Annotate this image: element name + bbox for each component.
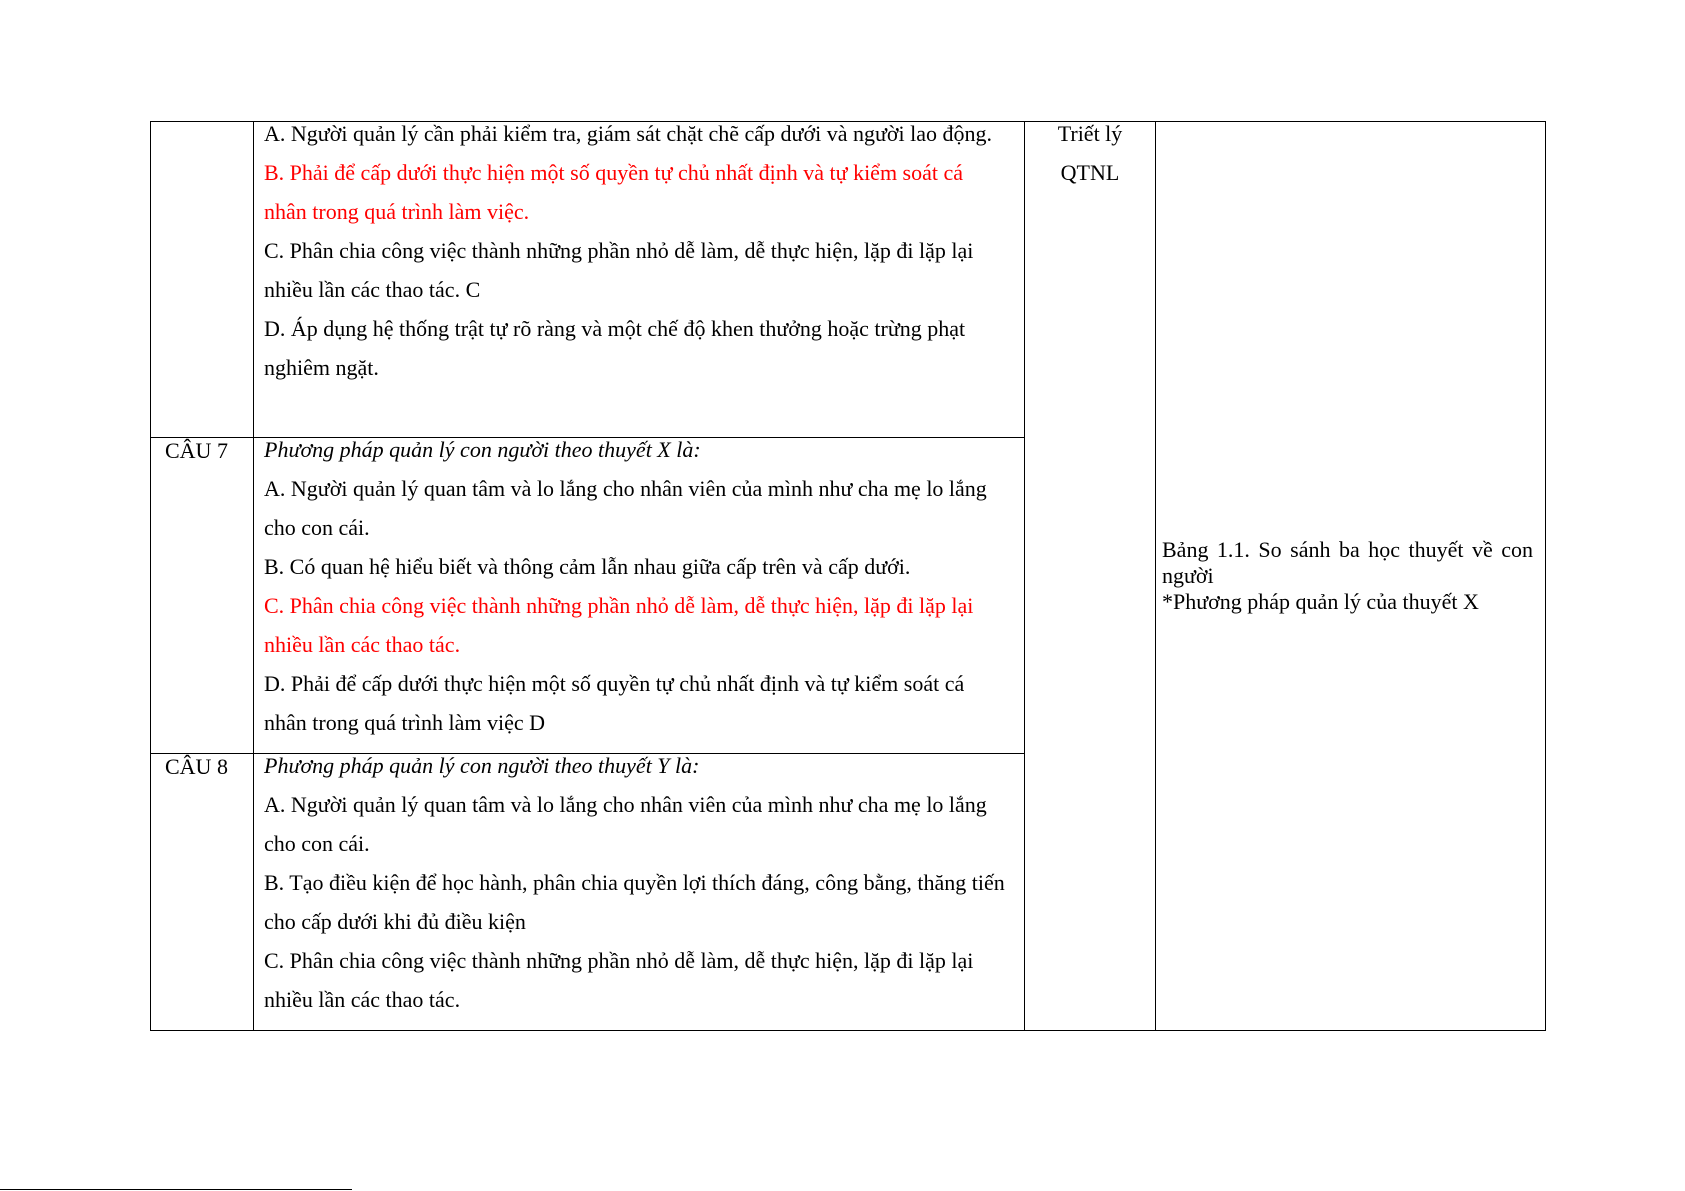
correct-answer-option: C. Phân chia công việc thành những phần nhỏ dễ làm, dễ thực hiện, lặp đi lặp lại nhiều lần các thao tác. [264,593,974,657]
answer-option: D. Áp dụng hệ thống trật tự rõ ràng và một chế độ khen thưởng hoặc trừng phạt nghiêm ngặt. [264,316,966,380]
question-prompt: Phương pháp quản lý con người theo thuyết X là: [264,437,701,462]
answer-option: C. Phân chia công việc thành những phần nhỏ dễ làm, dễ thực hiện, lặp đi lặp lại nhiều lần các thao tác. [264,948,974,1012]
reference-cell [1156,122,1546,1031]
question-body-cell [254,438,1025,754]
answer-option: B. Tạo điều kiện để học hành, phân chia quyền lợi thích đáng, công bằng, thăng tiến cho cấp dưới khi đủ điều kiện [264,870,1005,934]
question-number-cell [151,438,254,754]
answer-option: D. Phải để cấp dưới thực hiện một số quyền tự chủ nhất định và tự kiểm soát cá nhân trong quá trình làm việc D [264,671,965,735]
answer-option: A. Người quản lý quan tâm và lo lắng cho nhân viên của mình như cha mẹ lo lắng cho con cái. [264,476,987,540]
answer-option: A. Người quản lý cần phải kiểm tra, giám sát chặt chẽ cấp dưới và người lao động. [264,121,993,146]
answer-option: B. Có quan hệ hiểu biết và thông cảm lẫn nhau giữa cấp trên và cấp dưới. [264,554,911,579]
answer-option: A. Người quản lý quan tâm và lo lắng cho nhân viên của mình như cha mẹ lo lắng cho con cái. [264,792,987,856]
question-body-cell [254,122,1025,438]
answer-option: C. Phân chia công việc thành những phần nhỏ dễ làm, dễ thực hiện, lặp đi lặp lại nhiều lần các thao tác. C [264,238,974,302]
question-number: CÂU 7 [165,438,228,463]
question-number-cell [151,754,254,1031]
correct-answer-option: B. Phải để cấp dưới thực hiện một số quyền tự chủ nhất định và tự kiểm soát cá nhân trong quá trình làm việc. [264,160,964,224]
question-prompt: Phương pháp quản lý con người theo thuyết Y là: [264,753,700,778]
quiz-table [150,121,1546,1031]
question-number: CÂU 8 [165,754,228,779]
topic-line: Triết lý [1057,121,1123,146]
table-row [151,122,1546,438]
question-body-cell [254,754,1025,1031]
question-number-cell [151,122,254,438]
topic-cell [1025,122,1156,1031]
footnote-separator [0,1189,352,1190]
reference-title: Bảng 1.1. So sánh ba học thuyết về con người [1162,537,1533,588]
topic-line: QTNL [1060,160,1120,185]
reference-note: *Phương pháp quản lý của thuyết X [1162,589,1479,614]
